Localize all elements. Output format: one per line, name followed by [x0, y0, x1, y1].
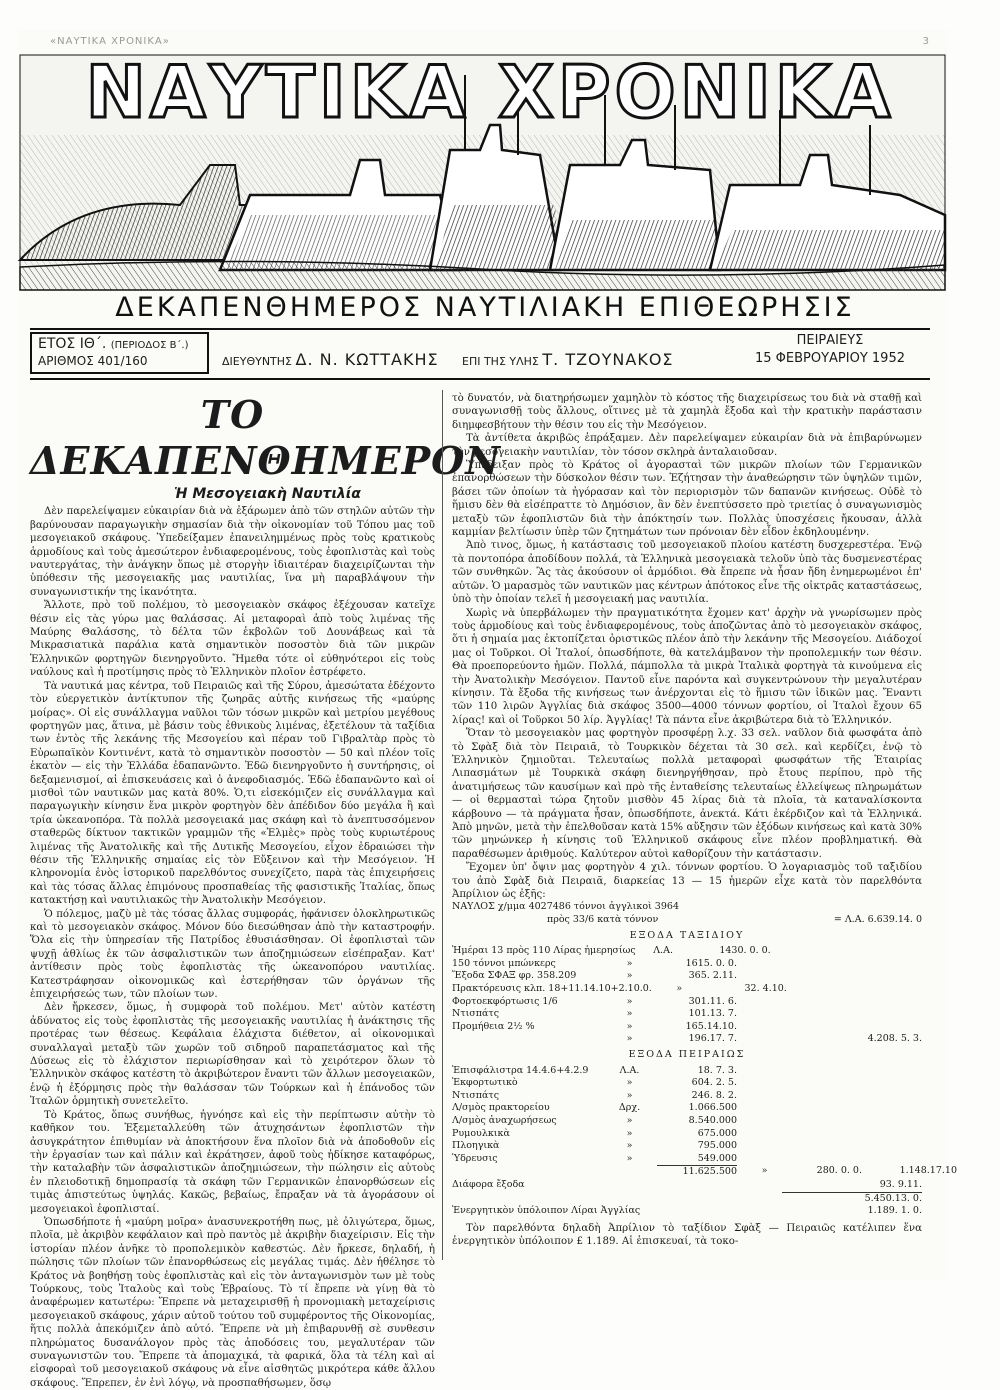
- ledger-total: 4.208. 5. 3.: [867, 1033, 922, 1045]
- ledger-cur: »: [626, 1033, 633, 1045]
- ledger-cur: Λ.Α.: [619, 1064, 640, 1076]
- ledger-label: Πλοηγικὰ: [452, 1140, 500, 1152]
- paragraph: Τὸ Κράτος, ὅπως συνήθως, ἠγνόησε καὶ εἰς τὴν περίπτωσιν αὐτὴν τὸ καθῆκον του. Ἐξεμεταλλεύθη τῶν ἀτυχησάντων ἐφοπλιστῶν τὴν ἀσυγκράτητον ἐπιθυμίαν νὰ ἀποκτήσουν ἕνα πλοῖον διὰ νὰ ἀποδοθοῦν εἰς τὴν ἐργασίαν των καὶ πάλιν καὶ ἐκράτησεν, ἀφοῦ τοὺς ἠδίκησε καταφόρως, τὴν καταλαβὴν τῶν ἀσφαλιστικῶν ἀποζημιώσεων, τὴν πώλησιν εἰς αὐτοὺς ἐν πλειοδοτικῇ δημοπρασίᾳ τὰ σκάφη τῶν Γερμανικῶν ἐπανορθώσεων εἰς τιμὰς ἀπιστεύτως ὑψηλάς. Κακῶς, βεβαίως, ἔπραξαν νὰ τὰ ἀγοράσουν οἱ μεσογειακοὶ ἐφοπλισταί.: [30, 1109, 435, 1215]
- ledger-cur: »: [626, 1152, 633, 1164]
- rule-top: [30, 328, 930, 330]
- ledger-total: [737, 1090, 922, 1103]
- ledger-cur: »: [626, 1127, 633, 1139]
- ledger-amount: 165.14.10.: [685, 1020, 737, 1032]
- ledger-total: [737, 970, 922, 983]
- ledger-cur: »: [626, 1077, 633, 1089]
- ledger-row: [452, 983, 922, 996]
- ledger-total: [737, 996, 922, 1009]
- freight-line-2: πρὸς 33/6 κατὰ τόννον = Λ.Α. 6.639.14. 0: [547, 914, 922, 926]
- ledger-label: Ἐπισφάλιστρα 14.4.6+4.2.9: [452, 1064, 589, 1076]
- ledger-label: Ἡμέραι 13 πρὸς 110 Λίρας ἡμερησίως: [452, 945, 636, 957]
- paragraph: Ὅταν τὸ μεσογειακὸν μας φορτηγὸν προσφέρῃ λ.χ. 33 σελ. ναῦλον διὰ φωσφάτα ἀπὸ τὸ Σφὰξ διὰ τὸν Πειραιᾶ, τὸ Τουρκικὸν δέχεται τὰ 30 σελ. καὶ κερδίζει, ἐνῷ τὸ Ἑλληνικὸν ζημιοῦται. Τελευταίως πολλὰ μεταφοραὶ φωσφάτων τῆς Ἑταιρίας Λιπασμάτων μὲ Τουρκικὰ σκάφη διενηργήθησαν, πρὸ ἔτους περίπου, πρὸ τῆς ἀνατιμήσεως τῶν καυσίμων καὶ πρὸ τῆς ἐνταθείσης τελευταίως ἐλλείψεως πληρωμάτων — οἱ θερμασταὶ τώρα ζητοῦν μισθὸν 45 λίρας διὰ τὰ πλοῖα, τὰ καταναλίσκοντα κάρβουνο — τὰ πράγματα ἦσαν, ὁπωσδήποτε, ἀνεκτά. Κάτι ἐκέρδιζον καὶ τὰ Ἑλληνικά. Ἀπὸ μηνῶν, μετὰ τὴν ἐπελθοῦσαν κατὰ 15% αὔξησιν τῶν ἐξόδων κινήσεως καὶ κατὰ 30% τῶν μηνώνκερ ἡ κίνησις τοῦ Ἑλληνικοῦ σκάφους εἶνε πλέον προβληματική. Θὰ παραθέσωμεν ἀριθμούς. Καλύτερον αὐτοὶ καθορίζουν τὴν κατάστασιν.: [452, 728, 922, 860]
- ledger-row: [452, 1140, 922, 1153]
- ledger-amount: 301.11. 6.: [688, 995, 737, 1007]
- ledger-row: [452, 1077, 922, 1090]
- ledger-total: [737, 1065, 922, 1078]
- ledger-label: Ἐκφορτωτικὸ: [452, 1077, 518, 1089]
- dateline-date: 15 ΦΕΒΡΟΥΑΡΙΟΥ 1952: [754, 351, 905, 366]
- ledger-cur: »: [626, 1089, 633, 1101]
- dateline: [735, 332, 925, 368]
- ledger-cur: »: [676, 983, 683, 994]
- freight-line-1: ΝΑΥΛΟΣ χ/μμα 4027486 τόννοι ἀγγλικοὶ 3964: [452, 901, 679, 913]
- ledger-cur: Δρχ.: [618, 1102, 641, 1114]
- ledger-label: Ὑδρευσις: [452, 1152, 498, 1164]
- sum-amount: 5.450.13. 0.: [782, 1192, 922, 1206]
- ledger-label: Ντισπάτς: [452, 1089, 500, 1101]
- director-line: [222, 350, 439, 369]
- article-headline: ΤΟ ΔΕΚΑΠΕΝΘΗΜΕΡΟΝ: [30, 392, 502, 483]
- paragraph: Ἄλλοτε, πρὸ τοῦ πολέμου, τὸ μεσογειακὸν σκάφος ἐξέχουσαν κατεῖχε θέσιν εἰς τὰς γύρω μας θαλάσσας. Αἱ μεταφοραὶ ἀπὸ τοὺς λιμένας τῆς Μαύρης Θαλάσσης, τὸ δέλτα τῶν ἐκβολῶν τοῦ Δουνάβεως καὶ τὰ Μικρασιατικὰ παράλια κατὰ σημαντικὸν ποσοστὸν διὰ τῶν μικρῶν Ἑλληνικῶν φορτηγῶν διενηργοῦντο. Ἤμεθα τότε οἱ εὐθηνότεροι εἰς τοὺς ναύλους καὶ ἡ προτίμησις πρὸς τὸ Ἑλληνικὸν πλοῖον ἐστρέφετο.: [30, 600, 435, 679]
- paragraph: Τὰ ἀντίθετα ἀκριβῶς ἐπράξαμεν. Δὲν παρελείψαμεν εὐκαιρίαν διὰ νὰ ἐπιβαρύνωμεν τὴν μεσογειακὴν ναυτιλίαν, τὸν τόσον σκληρὰ ἀνταλαιοῦσαν.: [452, 433, 922, 458]
- ledger-amount: 795.000: [697, 1140, 737, 1152]
- ledger-row: [452, 1021, 922, 1034]
- voyage-account: [452, 901, 957, 1217]
- voyage-expenses-heading: ΕΞΟΔΑ ΤΑΞΙΔΙΟΥ: [629, 929, 745, 941]
- ledger-amount: 246. 8. 2.: [691, 1089, 737, 1101]
- ledger-label: Προμήθεια 2½ %: [452, 1020, 535, 1032]
- masthead-title: ΝΑΥΤΙΚΑ ΧΡΟΝΙΚΑ: [85, 50, 895, 134]
- ledger-amount: 675.000: [697, 1127, 737, 1139]
- page-number: 3: [922, 36, 930, 47]
- ledger-total: [771, 945, 922, 958]
- ledger-cur: »: [626, 995, 633, 1007]
- ledger-cur: »: [626, 957, 633, 969]
- ledger-row: [452, 958, 922, 971]
- paragraph: Δὲν ἤρκεσεν, ὅμως, ἡ συμφορὰ τοῦ πολέμου. Μετ' αὐτὸν κατέστη ἀδύνατος εἰς τοὺς ἐφοπλιστὰς τῆς μεσογειακῆς ναυτιλίας ἡ ἀνάκτησις τῆς προτέρας των θέσεως. Κεφάλαια ἐλάχιστα διέθετον, αἱ οἰκονομικαὶ συναλλαγαὶ μεταξὺ τῶν χωρῶν τοῦ σιδηροῦ παραπετάσματος καὶ τῆς Δύσεως εἰς τὸ ἐλάχιστον περιωρίσθησαν καὶ τὸ χειρότερον ὅλων τὸ Ἑλληνικὸν σκάφος κατέστη τὸ ἀκριβώτερον ἔναντι τῶν ἄλλων μεσογειακῶν, ἐνῷ ἡ ἐξόρμησις πρὸς τὴν θαλάσσαν τῶν Τούρκων καὶ ἡ ἐπάνοδος τῶν Ἰταλῶν ὁρμητικὴ συνετελεῖτο.: [30, 1002, 435, 1108]
- ledger-row: [452, 1033, 922, 1046]
- misc-row: Διάφορα ἔξοδα 93. 9.11.: [452, 1178, 922, 1190]
- ledger-row: [452, 1153, 922, 1166]
- section-heading: Ἡ Μεσογειακὴ Ναυτιλία: [174, 486, 361, 502]
- ledger-row: [452, 1128, 922, 1141]
- balance-amount: 1.189. 1. 0.: [867, 1205, 922, 1217]
- ledger-label: Φορτοεκφόρτωσις 1/6: [452, 995, 558, 1007]
- ledger-amount: 1.066.500: [688, 1102, 737, 1114]
- paragraph: Ὑπέδειξαν πρὸς τὸ Κράτος οἱ ἀγορασταὶ τῶν μικρῶν πλοίων τῶν Γερμανικῶν ἐπανορθώσεων τὴν δύσκολον θέσιν των. Ἐζήτησαν τὴν ἀναθεώρησιν τῶν ὑψηλῶν τιμῶν, βάσει τῶν ὁποίων τὰ ἠγόρασαν καὶ τὸν περιορισμὸν τῶν δαπανῶν κινήσεως. Οὐδὲ τὸ ἥμισυ δὲν θὰ εἰσέπραττε τὸ Δημόσιον, ἂν δὲν ἐνεπτύσσετο πρὸ τριετίας ὁ συναγωνισμὸς μεταξὺ τῶν ἐφοπλιστῶν διὰ τὴν ἀπόκτησίν των. Πολλὰς ὑποσχέσεις ἤκουσαν, ἀλλὰ καμμίαν βελτίωσιν ὑπὲρ τῶν ζητημάτων των πρόνοιαν δὲν εἶδον ἐκδηλουμένην.: [452, 460, 922, 539]
- sum-row: [452, 1192, 922, 1206]
- ledger-label: Ἔξοδα ΣΦΑΞ φρ. 358.209: [452, 970, 577, 982]
- paragraph: Τὰ ναυτικά μας κέντρα, τοῦ Πειραιῶς καὶ τῆς Σύρου, ἀμεσώτατα ἐδέχοντο τὸν εὐεργετικὸν ἀντίκτυπον τῆς ζωηρᾶς αὐτῆς κινήσεως τῆς «μαύρης μοίρας». Οἱ εἰς συνάλλαγμα ναῦλοι τῶν τόσων μικρῶν καὶ μετρίου μεγέθους φορτηγῶν μας, ἅτινα, μὲ βάσιν τοὺς ἐθνικοὺς λιμένας, ἐξετέλουν τὰ ταξίδια των ἐντὸς τῆς λεκάνης τῆς Μεσογείου καὶ πέραν τοῦ Γιβραλτὰρ πρὸς τὸ Εὐρωπαϊκὸν Κοντινέντ, κατὰ τὸ σημαντικὸν ποσοστὸν — 50 καὶ πλέον τοῖς ἑκατὸν — εἰς τὴν Ἑλλάδα ἐδαπανῶντο. Ἐδῶ διενηργοῦντο ἡ συντήρησις, οἱ δεξαμενισμοί, αἱ ἐπισκευάσεις καὶ ὁ ἀνεφοδιασμός. Ἐδῶ ἐδαπανῶντο καὶ οἱ μισθοὶ τῶν ναυτικῶν μας κατὰ 80%. Ὁ,τι εἰσεκόμιζεν εἰς συνάλλαγμα καὶ παραγωγικὴν κίνησιν ἕνα μικρὸν φορτηγὸν δὲν ἀπέδιδον δύο μεγάλα ἢ καὶ τρία ὠκεανοπόρα. Τὰ πολλὰ μεσογειακά μας σκάφη καὶ τὸ ἀνεπτυσσόμενον σταθερῶς δίκτυον τακτικῶν γραμμῶν τῆς «Ἑλμὲς» πρὸς τοὺς κυριωτέρους λιμένας τῆς Ἀνατολικῆς καὶ τῆς Δυτικῆς Μεσογείου, εἶχον ἑδραιώσει τὴν θέσιν τῆς Ἑλληνικῆς σημαίας εἰς τὸν Εὔξεινον καὶ τὴν Μεσόγειον. Ἡ κληρονομία ἑνὸς ἱστορικοῦ παρελθόντος συνεχίζετο, παρὰ τὰς ἐπιχειρήσεις καὶ τὰς τόσας ἄλλας ἐπιμόνους προσπαθείας τῆς φασιστικῆς Ἰταλίας, ὅπως κατακτήσῃ καὶ ναυτιλιακῶς τὴν Ἀνατολικὴν Μεσόγειον.: [30, 680, 435, 907]
- balance-row: Ἐνεργητικὸν ὑπόλοιπον Λίραι Ἀγγλίας 1.189. 1. 0.: [452, 1205, 922, 1217]
- ledger-total: [737, 1077, 922, 1090]
- ledger-label: Πρακτόρευσις κλπ. 18+11.14.10+2.10.0.: [452, 983, 652, 994]
- ledger-row: [452, 1065, 922, 1078]
- issue-number: ΑΡΙΘΜΟΣ 401/160: [38, 354, 148, 368]
- editor-name: Τ. ΤΖΟΥΝΑΚΟΣ: [542, 350, 674, 369]
- ledger-amount: 196.17. 7.: [688, 1033, 737, 1045]
- drachma-total-row: 11.625.500 » 280. 0. 0. 1.148.17.10: [452, 1165, 922, 1179]
- ledger-cur: »: [626, 1020, 633, 1032]
- ledger-total: [737, 1140, 922, 1153]
- ledger-row: [452, 1090, 922, 1103]
- piraeus-expense-rows: [452, 1065, 922, 1103]
- ledger-total: [737, 958, 922, 971]
- drachma-expense-rows: [452, 1102, 922, 1165]
- misc-amount: 93. 9.11.: [879, 1178, 922, 1190]
- ledger-cur: »: [626, 1114, 633, 1126]
- editor-label: ΕΠΙ ΤΗΣ ΥΛΗΣ: [462, 355, 539, 368]
- ledger-label: 150 τόννοι μπώνκερς: [452, 957, 556, 969]
- ledger-total: [737, 1115, 922, 1128]
- ledger-amount: 604. 2. 5.: [691, 1077, 737, 1089]
- ledger-total: [737, 1102, 922, 1115]
- ledger-amount: 32. 4.10.: [744, 983, 787, 994]
- ledger-label: Λ/σμὸς πρακτορείου: [452, 1102, 550, 1114]
- article-right-column: [452, 392, 957, 1272]
- ledger-cur: Λ.Α.: [653, 945, 674, 957]
- ledger-total: [737, 1153, 922, 1166]
- ledger-cur: »: [626, 1008, 633, 1020]
- issue-period: (ΠΕΡΙΟΔΟΣ Β΄.): [110, 340, 189, 351]
- running-header: «ΝΑΥΤΙΚΑ ΧΡΟΝΙΚΑ»: [50, 36, 170, 47]
- issue-year: ΕΤΟΣ ΙΘ΄.: [38, 336, 107, 352]
- ledger-amount: 18. 7. 3.: [697, 1064, 737, 1076]
- ledger-label: Ρυμουλκικὰ: [452, 1127, 510, 1139]
- paragraph: Χωρὶς νὰ ὑπερβάλωμεν τὴν πραγματικότητα ἔχομεν κατ' ἀρχὴν νὰ γνωρίσωμεν πρὸς τοὺς ἁρμοδίους καὶ τοὺς ἐνδιαφερομένους, τοὺς ἀποζῶντας ἀπὸ τὸ μεσογειακὸν σκάφος, ὅτι ἡ σημαία μας ἐκτοπίζεται ὁριστικῶς πλέον ἀπὸ τὴν λεκάνην τῆς Μεσογείου. Διάδοχοί μας οἱ Τοῦρκοι. Οἱ Ἰταλοί, ὁπωσδήποτε, θὰ κατελάμβανον τὴν προπολεμικήν των θέσιν. Θὰ προεπορεύοντο ἡμῶν. Πολλά, πάμπολλα τὰ μικρὰ Ἰταλικὰ φορτηγὰ τὰ κινούμενα εἰς τὴν Ἀνατολικὴν Μεσόγειον. Παντοῦ εἶνε παρόντα καὶ συγκεντρώνουν τὴν μεγαλυτέραν κίνησιν. Τὰ ἔξοδα τῆς κινήσεως των ἀνέρχονται εἰς τὸ ἥμισυ τῶν ἰδικῶν μας. Ἔναντι τῶν 110 λιρῶν Ἀγγλίας διὰ σκάφος 3500—4000 τόννων φορτίου, οἱ Ἰταλοὶ ἔχουν 65 λίρας! καὶ οἱ Τοῦρκοι 50 λίρ. Ἀγγλίας! Τὰ πάντα εἶνε ἀκριβώτερα διὰ τὸ Ἑλληνικόν.: [452, 607, 922, 726]
- ledger-label: Ντισπάτς: [452, 1008, 500, 1020]
- voyage-expense-rows: [452, 945, 922, 1046]
- ledger-label: [452, 1033, 602, 1046]
- drachma-total: 11.625.500: [657, 1165, 737, 1179]
- closing-paragraph: Τὸν παρελθόντα δηλαδὴ Ἀπρίλιον τὸ ταξίδιον Σφὰξ — Πειραιῶς κατέλιπεν ἕνα ἐνεργητικὸν ὑπόλοιπον £ 1.189. Αἱ ἐπισκευαί, τὰ τοκο-: [452, 1222, 922, 1248]
- ledger-row: [452, 970, 922, 983]
- paragraph: Ὁπωσδήποτε ἡ «μαύρη μοῖρα» ἀνασυνεκροτήθη πως, μὲ ὀλιγώτερα, ὅμως, πλοῖα, μὲ ἀκριβὸν κεφάλαιον καὶ πρὸ παντὸς μὲ ἀκριβὴν διαχείρισιν. Εἰς τὴν ἱστορίαν πλέον ἀνῆκε τὸ προπολεμικὸν καθεστώς. Δὲν ἤρκεσε, δηλαδή, ἡ πώλησις τῶν πλοίων τῶν ἐπανορθώσεως εἰς μεγάλας τιμάς. Δὲν ἠθέλησε τὸ Κράτος νὰ βοηθήσῃ τοὺς ἐφοπλιστὰς καὶ εἰς τὸν ἀνταγωνισμὸν των μὲ τοὺς Τούρκους, τοὺς Ἰταλοὺς καὶ τοὺς Ἑβραίους. Τὸ τί ἔπρεπε νὰ γίνῃ θὰ τὸ ἀναφέρωμεν κατωτέρω: Ἔπρεπε νὰ μεταχειρισθῇ ἡ προνομιακὴ μεταχείρισις μεσογειακοῦ σκάφους, χάριν αὐτοῦ τούτου τοῦ συμφέροντος τῆς Οἰκονομίας, ἥτις πολλὰ ἀπεκόμιζεν ἀπὸ αὐτό. Ἔπρεπε νὰ μὴ ἐπιβαρυνθῇ σὲ συνθεσιν πληρώματος δυσανάλογον πρὸς τὰς ἀποδόσεις του, μεγαλυτέραν τῶν συναγωνιστῶν του. Ἔπρεπε τὰ ἀπομαχικά, τὰ φαρικά, ὅλα τὰ τέλη καὶ αἱ εἰσφοραὶ τοῦ μεσογειακοῦ σκάφους νὰ εἶνε αἰσθητῶς μικρότερα κάθε ἄλλου σκάφους. Ἔπρεπεν, ἐν ἑνὶ λόγῳ, νὰ προσπαθήσωμεν, ὅσῳ: [30, 1216, 435, 1389]
- column-divider: [442, 390, 443, 1260]
- director-label: ΔΙΕΥΘΥΝΤΗΣ: [222, 355, 292, 368]
- paragraph: Ἀπὸ τινος, ὅμως, ἡ κατάστασις τοῦ μεσογειακοῦ πλοίου κατέστη δυσχερεστέρα. Ἐνῷ τὰ ποντοπόρα ἀποδίδουν πολλά, τὰ Ἑλληνικὰ μεσογειακὰ τελοῦν ὑπὸ τὰς δυσμενεστέρας τῶν συνθηκῶν. Ἂς τὰς ἀκούσουν οἱ ἁρμόδιοι. Θὰ ἔπρεπε νὰ ἦσαν ἤδη ἐνημερωμένοι ἐπ' αὐτῶν. Ὁ μαρασμὸς τῶν ναυτικῶν μας κέντρων ἀπότοκος εἶνε τῆς οἰκτρᾶς καταστάσεως, ὑπὸ τὴν ὁποίαν τελεῖ ἡ μεσογειακή μας ναυτιλία.: [452, 540, 922, 606]
- piraeus-total: 1.148.17.10: [899, 1165, 957, 1177]
- ledger-amount: 365. 2.11.: [688, 970, 737, 982]
- ledger-row: [452, 945, 922, 958]
- ledger-row: [452, 1008, 922, 1021]
- ledger-amount: 549.000: [697, 1152, 737, 1164]
- ledger-cur: »: [626, 1140, 633, 1152]
- masthead-subtitle: ΔΕΚΑΠΕΝΘΗΜΕΡΟΣ ΝΑΥΤΙΛΙΑΚΗ ΕΠΙΘΕΩΡΗΣΙΣ: [115, 292, 855, 323]
- ledger-total: [737, 1128, 922, 1141]
- paragraph: Ἔχομεν ὑπ' ὄψιν μας φορτηγὸν 4 χιλ. τόννων φορτίου. Ὁ λογαριασμὸς τοῦ ταξιδίου του ἀπὸ Σφὰξ διὰ Πειραιᾶ, διαρκείας 13 — 15 ἡμερῶν εἶχε κατὰ τὸν παρελθόντα Ἀπρίλιον ὡς ἐξῆς:: [452, 862, 922, 901]
- ledger-total: [787, 983, 922, 996]
- director-name: Δ. Ν. ΚΩΤΤΑΚΗΣ: [295, 350, 439, 369]
- ledger-total: [737, 1008, 922, 1021]
- dateline-city: ΠΕΙΡΑΙΕΥΣ: [796, 333, 864, 348]
- ledger-row: [452, 996, 922, 1009]
- ledger-amount: 1615. 0. 0.: [685, 957, 737, 969]
- piraeus-expenses-heading: ΕΞΟΔΑ ΠΕΙΡΑΙΩΣ: [628, 1048, 746, 1060]
- ledger-total: [737, 1021, 922, 1034]
- ledger-label: Λ/σμὸς ἀναχωρήσεως: [452, 1114, 557, 1126]
- ledger-row: [452, 1115, 922, 1128]
- paragraph: Δὲν παρελείψαμεν εὐκαιρίαν διὰ νὰ ἐξάρωμεν ἀπὸ τῶν στηλῶν αὐτῶν τὴν βαρύνουσαν παραγωγικὴν σημασίαν διὰ τὴν οἰκονομίαν τοῦ Τόπου μας τοῦ μεσογειακοῦ σκάφους. Ὑπεδείξαμεν ἐπανειλημμένως πρὸς τοὺς κρατικοὺς ἁρμοδίους καὶ τοὺς ἀμεσώτερον ἐνδιαφερομένους, τοὺς ἐφοπλιστὰς καὶ τοὺς ναυτεργάτας, τὴν ἀνάγκην ὅπως μὲ στοργὴν ἰδιαιτέραν διαχειρίζωνται τὴν ὑπόθεσιν τῆς μεσογειακῆς μας ναυτιλίας, ἵνα μὴ παραβλάψουν τὴν συναγωνιστικήν της ἱκανότητα.: [30, 506, 435, 598]
- paragraph: Ὁ πόλεμος, μαζὺ μὲ τὰς τόσας ἄλλας συμφοράς, ἠφάνισεν ὁλοκληρωτικῶς καὶ τὸ μεσογειακὸν σκάφος. Μόνον δύο διεσώθησαν ἀπὸ τὴν καταστροφήν. Ὅλα εἰς τὴν ὑπηρεσίαν τῆς Πατρίδος ἐθυσιάσθησαν. Οἱ ἐφοπλισταὶ τῶν ψυχῇ ἀθλίως ἐκ τῶν ἀσφαλιστικῶν των ἀποζημιώσεων εἰσέπραξαν. Κατ' ἀντίθεσιν πρὸς τοὺς ἐφοπλιστὰς τῆς ὠκεανοπόρου ναυτιλίας. Κατεστράφησαν οἰκονομικῶς καὶ ἐστερήθησαν τῶν ὀργάνων τῆς ἐπιχειρήσεώς των, τῶν πλοίων των.: [30, 908, 435, 1001]
- issue-box: [30, 332, 209, 374]
- top-strip: [50, 36, 930, 47]
- drachma-total-pounds: 280. 0. 0.: [816, 1165, 862, 1177]
- ledger-amount: 8.540.000: [688, 1114, 737, 1126]
- ledger-cur: »: [626, 970, 633, 982]
- ledger-row: [452, 1102, 922, 1115]
- editor-line: [462, 350, 674, 369]
- rule-bottom: [30, 378, 930, 380]
- ledger-amount: 101.13. 7.: [688, 1008, 737, 1020]
- ledger-amount: 1430. 0. 0.: [719, 945, 771, 957]
- paragraph: τὸ δυνατόν, νὰ διατηρήσωμεν χαμηλὸν τὸ κόστος τῆς διαχειρίσεως του διὰ νὰ σταθῇ καὶ συναγωνισθῇ τοὺς ἄλλους, οἵτινες μὲ τὰ χαμηλὰ ἔξοδα καὶ τὴν κρατικὴν παράστασιν διημφεσβήτουν τὴν θέσιν του εἰς τὴν Μεσόγειον.: [452, 393, 922, 431]
- freight-total: = Λ.Α. 6.639.14. 0: [833, 914, 922, 926]
